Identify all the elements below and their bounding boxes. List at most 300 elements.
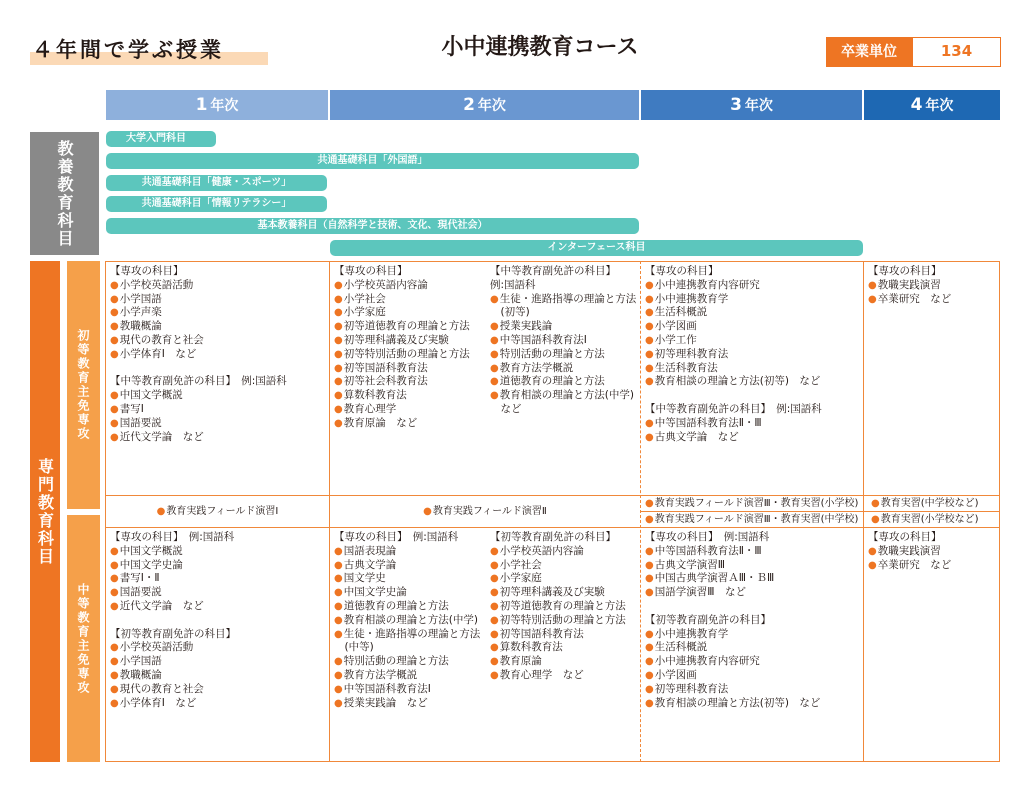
bullet-icon: ● [423, 506, 432, 517]
elementary-year1-list [110, 265, 287, 444]
course-text: 国文学史 [343, 572, 386, 585]
course-item [110, 334, 287, 348]
year-1-header [106, 90, 328, 120]
course-heading [645, 600, 820, 614]
bullet-icon: ● [110, 669, 119, 681]
course-item [645, 572, 820, 586]
bar-interface: インターフェース科目 [330, 240, 863, 256]
bullet-icon: ● [645, 417, 654, 429]
course-text: 【専攻の科目】 例:国語科 [334, 531, 459, 543]
credits-label: 卒業単位 [826, 37, 912, 67]
course-item [334, 403, 470, 417]
course-item [490, 641, 626, 655]
course-item [334, 559, 480, 573]
course-text: 小学国語 [119, 292, 162, 305]
course-item [334, 389, 470, 403]
course-text: 教育相談の理論と方法(中学) [499, 389, 634, 402]
course-text: 小学体育Ⅰ など [119, 696, 197, 709]
bullet-icon: ● [490, 321, 499, 333]
course-item [645, 669, 820, 683]
course-text: 初等理科教育法 [654, 682, 729, 695]
elementary-year2-minor-list [490, 265, 636, 417]
elementary-major-label [67, 261, 100, 509]
bullet-icon: ● [645, 587, 654, 599]
bar-basic-liberal-arts: 基本教養科目（自然科学と技術、文化、現代社会） [106, 218, 639, 234]
course-text: 教職実践演習 [877, 544, 941, 557]
major-education-label [30, 261, 60, 762]
bullet-icon: ● [334, 697, 343, 709]
course-text: 小中連携教育内容研究 [654, 278, 760, 291]
bullet-icon: ● [645, 362, 654, 374]
course-text: 近代文学論 など [119, 430, 204, 443]
course-item [110, 655, 236, 669]
course-text: (中等) [334, 641, 374, 654]
bullet-icon: ● [645, 559, 654, 571]
practice-field-3-secondary [645, 513, 858, 526]
bullet-icon: ● [490, 390, 499, 402]
bullet-icon: ● [334, 279, 343, 291]
course-text: 卒業研究 など [877, 558, 952, 571]
course-item [645, 586, 820, 600]
bullet-icon: ● [334, 376, 343, 388]
bullet-icon: ● [110, 321, 119, 333]
secondary-year4-list [868, 531, 951, 572]
course-item [110, 431, 287, 445]
course-item [645, 320, 822, 334]
course-item [490, 600, 626, 614]
practice-field-2-text: 教育実践フィールド演習Ⅱ [432, 506, 547, 517]
year-suffix: 年次 [744, 98, 773, 114]
course-text: 特別活動の理論と方法 [343, 655, 449, 668]
grid-divider [641, 511, 1000, 512]
course-item [490, 559, 626, 573]
course-text: 【中等教育副免許の科目】 例:国語科 [110, 375, 287, 388]
bullet-icon: ● [645, 669, 654, 681]
course-text: 初等道徳教育の理論と方法 [499, 599, 626, 612]
course-text: 生活科教育法 [654, 361, 718, 374]
bullet-icon: ● [871, 514, 880, 525]
bullet-icon: ● [156, 506, 166, 517]
course-item [110, 279, 287, 293]
bullet-icon: ● [490, 573, 499, 585]
course-item [645, 348, 822, 362]
course-item [645, 628, 820, 642]
course-item [490, 669, 626, 683]
course-text: 小学社会 [343, 292, 386, 305]
bullet-icon: ● [110, 307, 119, 319]
course-heading [110, 531, 236, 545]
course-item [645, 559, 820, 573]
course-text: 教育心理学 [343, 402, 397, 415]
bullet-icon: ● [110, 390, 119, 402]
course-item [334, 628, 480, 642]
bullet-icon: ● [334, 362, 343, 374]
course-text: 現代の教育と社会 [119, 333, 204, 346]
secondary-year2-major-list [334, 531, 480, 710]
course-text: 中等国語科教育法Ⅱ・Ⅲ [654, 544, 762, 557]
grid-divider [105, 495, 1000, 496]
bullet-icon: ● [868, 545, 877, 557]
course-item [645, 655, 820, 669]
bullet-icon: ● [645, 514, 654, 525]
bullet-icon: ● [868, 293, 877, 305]
credits-value: 134 [912, 37, 1001, 67]
course-item [334, 334, 470, 348]
course-heading [110, 628, 236, 642]
practice-field-1-text: 教育実践フィールド演習Ⅰ [166, 506, 279, 517]
bullet-icon: ● [645, 307, 654, 319]
bullet-icon: ● [334, 293, 343, 305]
bullet-icon: ● [334, 417, 343, 429]
course-item [645, 641, 820, 655]
practice-field-3-elementary [645, 497, 858, 510]
course-text: 国語要説 [119, 586, 162, 599]
course-text: 生徒・進路指導の理論と方法 [499, 292, 637, 305]
bullet-icon: ● [110, 417, 119, 429]
bullet-icon: ● [490, 656, 499, 668]
course-heading [334, 531, 480, 545]
course-text: 初等国語科教育法 [499, 627, 584, 640]
course-text: 【専攻の科目】 [645, 265, 719, 277]
course-heading [490, 531, 626, 545]
course-text: 【初等教育副免許の科目】 [490, 531, 616, 543]
course-text: 国語要説 [119, 416, 162, 429]
course-text: 中国文学概説 [119, 389, 183, 402]
year-number: 2 [463, 95, 475, 115]
course-text: 【初等教育副免許の科目】 [645, 613, 771, 626]
bullet-icon: ● [110, 279, 119, 291]
secondary-year1-list [110, 531, 236, 710]
bullet-icon: ● [110, 642, 119, 654]
course-text: 【中等教育副免許の科目】 [490, 265, 616, 277]
bullet-icon: ● [110, 683, 119, 695]
course-text: 【専攻の科目】 [868, 265, 942, 277]
course-item [645, 334, 822, 348]
course-text: 書写Ⅰ・Ⅱ [119, 572, 160, 585]
course-heading [110, 362, 287, 376]
course-item [334, 306, 470, 320]
course-item [110, 320, 287, 334]
course-item [334, 600, 480, 614]
bar-university-intro: 大学入門科目 [106, 131, 216, 147]
bullet-icon: ● [334, 587, 343, 599]
bullet-icon: ● [334, 573, 343, 585]
bullet-icon: ● [645, 376, 654, 388]
bar-health-sports: 共通基礎科目「健康・スポーツ」 [106, 175, 327, 191]
bullet-icon: ● [334, 669, 343, 681]
bullet-icon: ● [334, 545, 343, 557]
course-item [490, 375, 636, 389]
course-heading [334, 641, 480, 655]
course-text: 卒業研究 など [877, 292, 952, 305]
bullet-icon: ● [334, 307, 343, 319]
course-heading [645, 389, 822, 403]
practice-4-elementary-text: 教育実習(小学校など) [880, 514, 979, 525]
practice-field-3-secondary-text: 教育実践フィールド演習Ⅲ・教育実習(中学校) [654, 514, 859, 525]
course-item [645, 683, 820, 697]
course-item [110, 586, 236, 600]
bullet-icon: ● [110, 573, 119, 585]
course-text: 教育方法学概説 [343, 668, 418, 681]
practice-field-2 [330, 505, 640, 518]
course-item [645, 279, 822, 293]
course-text: (初等) [490, 306, 530, 319]
grid-divider [105, 527, 1000, 528]
bullet-icon: ● [334, 614, 343, 626]
course-item [110, 389, 287, 403]
year-number: 3 [730, 95, 742, 115]
bullet-icon: ● [490, 348, 499, 360]
course-text: 小中連携教育学 [654, 627, 729, 640]
course-text: 生活科概説 [654, 641, 708, 654]
course-text: 小中連携教育学 [654, 292, 729, 305]
bullet-icon: ● [490, 545, 499, 557]
course-text: 小学図画 [654, 668, 697, 681]
bullet-icon: ● [645, 545, 654, 557]
course-item [645, 375, 822, 389]
course-text: 小中連携教育内容研究 [654, 655, 760, 668]
course-item [334, 586, 480, 600]
course-text: 初等特別活動の理論と方法 [343, 347, 470, 360]
secondary-major-label [67, 515, 100, 762]
bullet-icon: ● [645, 498, 654, 509]
course-heading [490, 265, 636, 279]
course-text: 古典文学論 など [654, 430, 739, 443]
year-suffix: 年次 [925, 98, 954, 114]
general-education-text: 教養教育科目 [55, 139, 74, 248]
practice-4-secondary [871, 497, 979, 510]
page-title: ４年間で学ぶ授業 [32, 38, 224, 62]
bullet-icon: ● [110, 403, 119, 415]
course-item [110, 600, 236, 614]
course-item [868, 293, 951, 307]
bullet-icon: ● [334, 334, 343, 346]
bullet-icon: ● [645, 697, 654, 709]
course-item [334, 655, 480, 669]
year-number: 1 [195, 95, 208, 115]
general-education-label [30, 132, 99, 255]
course-item [334, 348, 470, 362]
course-text: 生活科概説 [654, 306, 708, 319]
course-item [334, 362, 470, 376]
course-item [110, 697, 236, 711]
course-text: 小学校英語活動 [119, 278, 194, 291]
bullet-icon: ● [110, 600, 119, 612]
course-item [110, 306, 287, 320]
course-item [645, 697, 820, 711]
course-heading [334, 265, 470, 279]
course-item [334, 683, 480, 697]
course-heading [868, 265, 951, 279]
course-item [110, 683, 236, 697]
course-heading [490, 279, 636, 293]
course-heading [645, 265, 822, 279]
course-text: 【中等教育副免許の科目】 例:国語科 [645, 402, 822, 415]
secondary-major-text: 中等教育主免専攻 [76, 582, 90, 695]
bullet-icon: ● [110, 697, 119, 709]
bullet-icon: ● [490, 362, 499, 374]
bullet-icon: ● [645, 683, 654, 695]
course-item [490, 334, 636, 348]
bullet-icon: ● [334, 600, 343, 612]
bar-foreign-language: 共通基礎科目「外国語」 [106, 153, 639, 169]
bullet-icon: ● [490, 642, 499, 654]
secondary-year2-minor-list [490, 531, 626, 683]
course-item [334, 697, 480, 711]
course-item [334, 293, 470, 307]
bullet-icon: ● [645, 293, 654, 305]
bullet-icon: ● [645, 628, 654, 640]
bullet-icon: ● [334, 628, 343, 640]
bullet-icon: ● [110, 559, 119, 571]
bullet-icon: ● [110, 545, 119, 557]
course-item [645, 545, 820, 559]
course-text: 【専攻の科目】 [334, 265, 408, 277]
course-heading [110, 265, 287, 279]
course-item [490, 362, 636, 376]
course-title: 小中連携教育コース [441, 35, 639, 60]
course-text: 初等道徳教育の理論と方法 [343, 320, 470, 333]
bullet-icon: ● [490, 334, 499, 346]
year-suffix: 年次 [210, 98, 239, 114]
course-item [490, 628, 626, 642]
bullet-icon: ● [645, 279, 654, 291]
course-item [645, 417, 822, 431]
course-text: 小学校英語活動 [119, 641, 194, 654]
course-text: 教育心理学 など [499, 668, 584, 681]
course-text: 初等社会科教育法 [343, 375, 428, 388]
bullet-icon: ● [645, 348, 654, 360]
course-item [868, 545, 951, 559]
course-text: 小学校英語内容論 [343, 278, 428, 291]
course-text: 教育原論 など [343, 416, 418, 429]
year-suffix: 年次 [477, 98, 506, 114]
course-item [334, 614, 480, 628]
course-text: 算数科教育法 [343, 389, 407, 402]
course-text: 小学国語 [119, 655, 162, 668]
course-item [490, 572, 626, 586]
course-item [490, 389, 636, 403]
course-item [334, 375, 470, 389]
course-heading [868, 531, 951, 545]
course-text: 国語学演習Ⅲ など [654, 586, 746, 599]
bullet-icon: ● [871, 498, 880, 509]
course-item [868, 559, 951, 573]
course-item [645, 306, 822, 320]
course-text: 【初等教育副免許の科目】 [110, 627, 236, 640]
course-text: 小学体育Ⅰ など [119, 347, 197, 360]
bullet-icon: ● [645, 656, 654, 668]
course-heading [110, 614, 236, 628]
bullet-icon: ● [334, 559, 343, 571]
course-item [490, 320, 636, 334]
course-text: 中等国語科教育法Ⅱ・Ⅲ [654, 416, 762, 429]
course-text: 古典文学論 [343, 558, 397, 571]
course-text: 教育方法学概説 [499, 361, 574, 374]
course-text: 道徳教育の理論と方法 [343, 599, 449, 612]
course-text: 小学図画 [654, 320, 697, 333]
bullet-icon: ● [645, 573, 654, 585]
bullet-icon: ● [334, 390, 343, 402]
bullet-icon: ● [645, 431, 654, 443]
practice-field-3-elementary-text: 教育実践フィールド演習Ⅲ・教育実習(小学校) [654, 498, 859, 509]
course-text: 小学家庭 [499, 572, 542, 585]
course-text: など [490, 402, 522, 415]
bullet-icon: ● [490, 587, 499, 599]
course-text: 中国文学史論 [343, 586, 407, 599]
course-heading [110, 375, 287, 389]
year-4-header [864, 90, 1000, 120]
bullet-icon: ● [490, 559, 499, 571]
course-text: 初等特別活動の理論と方法 [499, 613, 626, 626]
course-text: 教育相談の理論と方法(初等) など [654, 696, 821, 709]
course-item [110, 417, 287, 431]
course-item [110, 641, 236, 655]
course-text: 教育相談の理論と方法(初等) など [654, 375, 821, 388]
course-item [110, 545, 236, 559]
bullet-icon: ● [110, 348, 119, 360]
course-text: 現代の教育と社会 [119, 682, 204, 695]
course-text: 教育原論 [499, 655, 542, 668]
course-text: 【専攻の科目】 例:国語科 [110, 531, 235, 543]
course-item [334, 545, 480, 559]
course-text: 古典文学演習Ⅲ [654, 558, 725, 571]
course-text: 授業実践論 [499, 320, 553, 333]
bullet-icon: ● [110, 431, 119, 443]
course-item [645, 362, 822, 376]
bullet-icon: ● [645, 321, 654, 333]
course-heading [645, 531, 820, 545]
bullet-icon: ● [490, 614, 499, 626]
elementary-year4-list [868, 265, 951, 306]
course-item [334, 669, 480, 683]
bullet-icon: ● [490, 376, 499, 388]
course-text: 中等国語科教育法Ⅰ [343, 682, 431, 695]
course-text: 書写Ⅰ [119, 402, 144, 415]
course-text: 教職概論 [119, 668, 162, 681]
course-text: 生徒・進路指導の理論と方法 [343, 627, 481, 640]
course-text: 【専攻の科目】 [868, 531, 942, 543]
bullet-icon: ● [334, 656, 343, 668]
bullet-icon: ● [110, 334, 119, 346]
course-text: 小学工作 [654, 333, 697, 346]
course-item [490, 348, 636, 362]
course-item [490, 293, 636, 307]
course-text: 初等理科教育法 [654, 347, 729, 360]
course-item [110, 572, 236, 586]
bullet-icon: ● [645, 642, 654, 654]
course-item [334, 320, 470, 334]
course-text: 授業実践論 など [343, 696, 428, 709]
course-text: 特別活動の理論と方法 [499, 347, 605, 360]
course-item [868, 279, 951, 293]
year-number: 4 [910, 95, 923, 115]
practice-4-secondary-text: 教育実習(中学校など) [880, 498, 979, 509]
bullet-icon: ● [490, 293, 499, 305]
bullet-icon: ● [110, 293, 119, 305]
course-text: 小学家庭 [343, 306, 386, 319]
course-heading [645, 403, 822, 417]
course-text: 道徳教育の理論と方法 [499, 375, 605, 388]
course-text: 初等国語科教育法 [343, 361, 428, 374]
course-item [110, 559, 236, 573]
course-item [645, 293, 822, 307]
secondary-year3-list [645, 531, 820, 710]
course-text: 近代文学論 など [119, 599, 204, 612]
course-item [334, 279, 470, 293]
bullet-icon: ● [110, 656, 119, 668]
course-text: 算数科教育法 [499, 641, 563, 654]
